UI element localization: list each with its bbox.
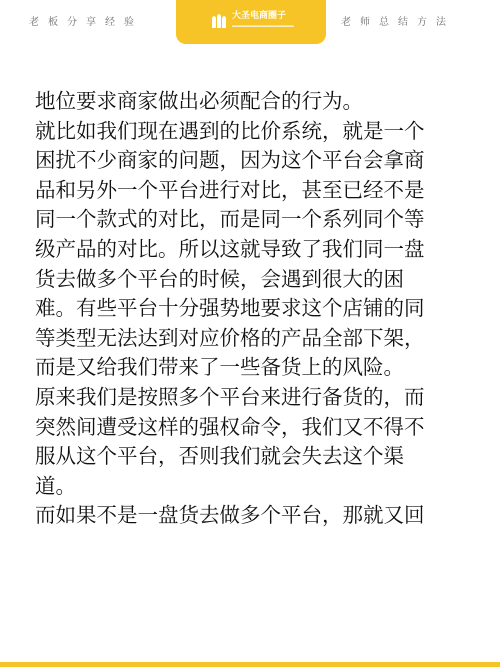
- article-line: 等类型无法达到对应价格的产品全部下架，: [35, 325, 425, 350]
- article-line: 同一个款式的对比，而是同一个系列同个等: [35, 207, 425, 232]
- article-line: 服从这个平台，否则我们就会失去这个渠: [35, 444, 404, 469]
- nav-teacher-methods[interactable]: 老师总结方法: [341, 17, 455, 28]
- article-line: 难。有些平台十分强势地要求这个店铺的同: [35, 296, 425, 321]
- article-line: 原来我们是按照多个平台来进行备货的，而: [35, 384, 425, 409]
- header-bar: [0, 0, 500, 48]
- article-line: 道。: [35, 473, 76, 498]
- brand-logo-tab[interactable]: [176, 0, 326, 44]
- bottom-accent-bar: [0, 662, 500, 667]
- nav-boss-experience[interactable]: 老板分享经验: [29, 17, 143, 28]
- article-line: 突然间遭受这样的强权命令，我们又不得不: [35, 414, 425, 439]
- article-line: 级产品的对比。所以这就导致了我们同一盘: [35, 236, 425, 261]
- article-line: 货去做多个平台的时候，会遇到很大的困: [35, 266, 404, 291]
- brand-name: 大圣电商圈子: [232, 11, 287, 21]
- article-line: 品和另外一个平台进行对比，甚至已经不是: [35, 177, 425, 202]
- article-line: 而是又给我们带来了一些备货上的风险。: [35, 355, 404, 380]
- article-line: 困扰不少商家的问题，因为这个平台会拿商: [35, 148, 425, 173]
- article-body: [35, 87, 475, 531]
- fan-logo-icon: [210, 12, 228, 30]
- article-line: 而如果不是一盘货去做多个平台，那就又回: [35, 503, 425, 528]
- article-line: 地位要求商家做出必须配合的行为。: [35, 89, 363, 113]
- article-line: 就比如我们现在遇到的比价系统，就是一个: [35, 118, 425, 143]
- brand-subtitle: [232, 24, 294, 31]
